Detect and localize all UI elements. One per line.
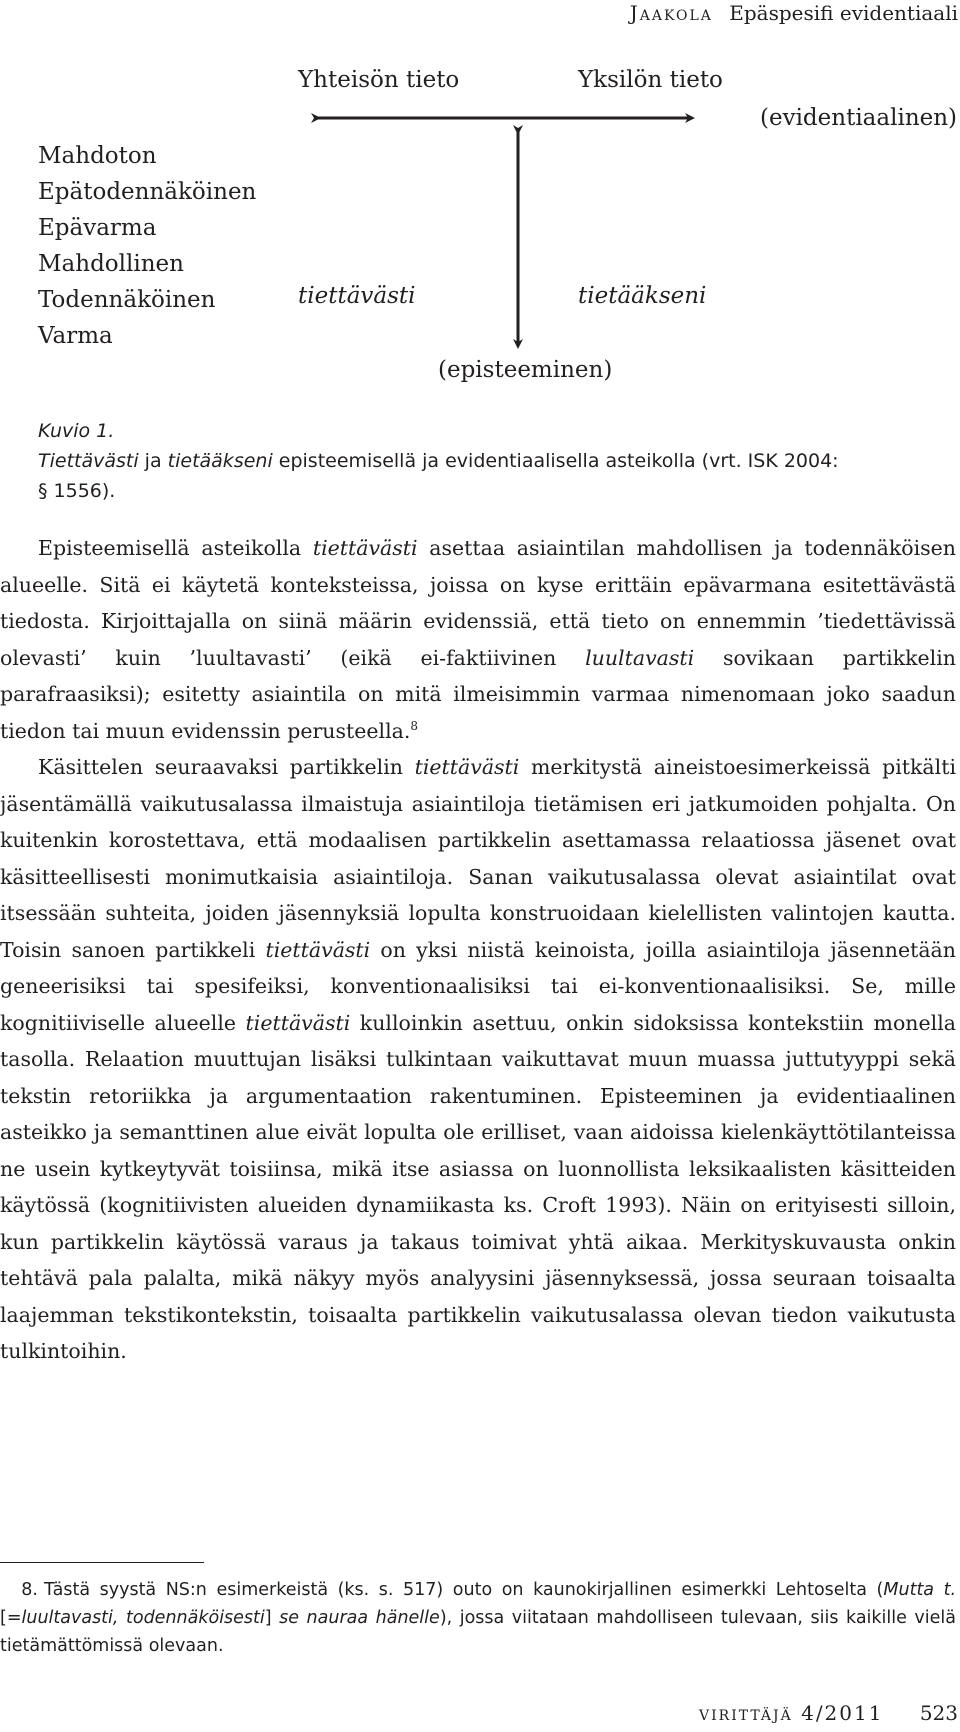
figure-diagram [0, 58, 960, 398]
footnote-ref: 8 [410, 718, 419, 733]
italic-term: se nauraa hänelle [279, 1608, 440, 1628]
text-run: merkitystä aineistoesimerkeissä pitkälti jäsentämällä vaikutusalassa ilmaistuja asiaintiloja tietämisen eri jatkumoiden pohjalta. On kuitenkin korostettava, että modaalisen partikkelin asettamassa relaatiossa jäsenet ovat käsitteellisesti monimutkaisia asiaintiloja. Sanan vaikutusalassa olevat asiaintilat ovat itsessään suhteita, joiden jäsennyksiä lopulta konstruoidaan kielellisten valintojen kautta. Toisin sanoen partikkeli [0, 755, 956, 962]
paragraph-1 [0, 530, 956, 749]
label-epistemic-axis: (episteeminen) [438, 357, 613, 383]
scale-item: Mahdoton [38, 143, 157, 169]
scale-item: Epävarma [38, 215, 157, 241]
italic-term: tiettävästi [414, 755, 520, 779]
page-number: 523 [919, 1701, 958, 1725]
caption-text: Tiettävästi ja tietääkseni episteemisellä ja evidentiaalisella asteikolla (vrt. ISK 2004: [38, 450, 839, 472]
text-run: Käsittelen seuraavaksi partikkelin [38, 755, 415, 779]
italic-term: tiettävästi [265, 937, 371, 962]
word-tietaakseni: tietääkseni [578, 283, 707, 309]
text-run: ] [264, 1608, 280, 1628]
text-run: ), jossa viitataan mahdolliseen tulevaan, siis kaikille vielä tietämättömissä olevaan. [0, 1608, 956, 1656]
text-run: kulloinkin asettuu, onkin sidoksissa kontekstiin monella tasolla. Relaation muuttujan lisäksi tulkintaan vaikuttavat muun muassa juttutyyppi sekä tekstin retoriikka ja argumentaation rakentuminen. Episteeminen ja evidentiaalinen asteikko ja semanttinen alue eivät lopulta ole erilliset, vaan aidoissa kielenkäyttötilanteissa ne usein kytkeytyvät toisiinsa, mikä itse asiassa on luonnollista leksikaalisten käsitteiden käytössä (kognitiivisten alueiden dynamiikasta ks. Croft 1993). Näin on erityisesti silloin, kun partikkelin käytössä varaus ja takaus toimivat yhtä aikaa. Merkityskuvausta onkin tehtävä pala palalta, mikä näkyy myös analyysini jäsennyksessä, jossa seuraan toisaalta laajemman tekstikontekstin, toisaalta partikkelin vaikutusalassa olevan tiedon vaikutusta tulkintoihin. [0, 1010, 956, 1363]
figure-caption [38, 416, 918, 506]
scale-item: Mahdollinen [38, 251, 184, 277]
text-run: asettaa asiaintilan mahdollisen ja todennäköisen alueelle. Sitä ei käytetä konteksteissa, joissa on kyse erittäin epävarmana esitettävästä tiedosta. Kirjoittajalla on siinä määrin evidenssiä, että tieto on ennemmin ’tiedettävissä olevasti’ kuin ’luultavasti’ (eikä ei-faktiivinen [0, 536, 957, 670]
text-run: Episteemisellä asteikolla [38, 536, 313, 560]
footnote [0, 1576, 956, 1660]
footnote-text [0, 1580, 956, 1656]
scale-item: Varma [38, 323, 113, 349]
text-run: sovikaan partikkelin parafraasiksi); esitetty asiaintila on mitä ilmeisimmin varmaa nimenomaan joko saadun tiedon tai muun evidenssin perusteella. [0, 645, 956, 743]
text-run: Tästä syystä NS:n esimerkeistä (ks. s. 517) outo on kaunokirjallinen esimerkki Lehtoselta ( [44, 1580, 884, 1600]
page-footer [699, 1700, 958, 1726]
italic-term: tiettävästi [245, 1010, 351, 1035]
footnote-rule [0, 1562, 204, 1563]
italic-term: tiettävästi [312, 536, 418, 560]
epistemic-scale [38, 138, 256, 354]
body-text [0, 530, 956, 1370]
header-author: Jaakola [629, 1, 713, 25]
caption-section-ref: § 1556). [38, 480, 116, 502]
word-tiettavasti: tiettävästi [298, 283, 416, 309]
footnote-number: 8. [21, 1580, 38, 1600]
running-header [630, 0, 958, 26]
caption-label: Kuvio 1. [38, 420, 115, 442]
scale-item: Epätodennäköinen [38, 179, 257, 205]
scale-item: Todennäköinen [38, 287, 216, 313]
label-community-knowledge: Yhteisön tieto [298, 67, 460, 93]
italic-term: Mutta t. [883, 1580, 957, 1600]
italic-term: luultavasti [585, 645, 695, 670]
label-individual-knowledge: Yksilön tieto [578, 67, 723, 93]
journal-name: virittäjä 4/2011 [699, 1701, 884, 1725]
label-evidential-axis: (evidentiaalinen) [760, 105, 958, 131]
header-title: Epäspesifi evidentiaali [729, 1, 958, 25]
text-run: [ [0, 1608, 7, 1628]
paragraph-2 [0, 749, 956, 1370]
text-run: on yksi niistä keinoista, joilla asiaintiloja jäsennetään geneerisiksi tai spesifeiksi, konventionaalisiksi tai ei-konventionaalisiksi. Se, mille kognitiiviselle alueelle [0, 937, 956, 1035]
italic-term: =luultavasti, todennäköisesti [6, 1608, 265, 1628]
